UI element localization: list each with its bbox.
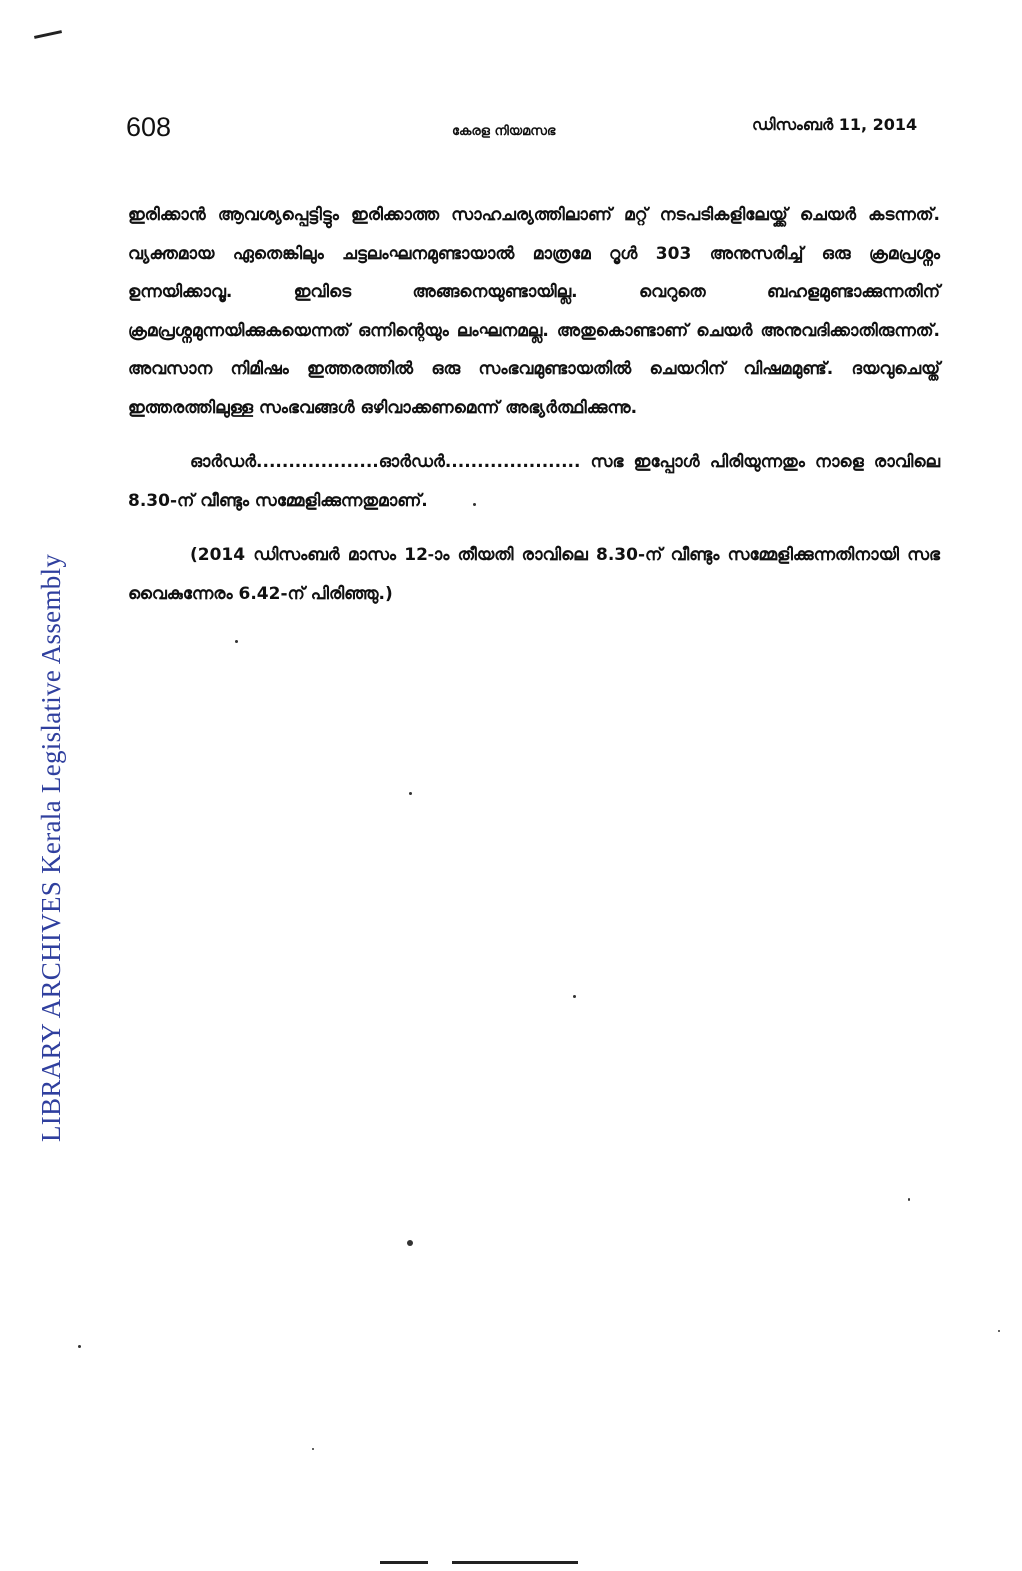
- running-header-title: കേരള നിയമസഭ: [452, 124, 556, 139]
- scan-speck: [407, 1240, 413, 1246]
- scan-speck: [573, 995, 576, 998]
- body-text: [128, 196, 940, 613]
- scan-speck: [908, 1198, 910, 1201]
- scan-speck: [473, 503, 476, 506]
- scan-edge-line: [452, 1561, 578, 1564]
- scan-edge-line: [380, 1561, 428, 1564]
- scan-speck: [312, 1448, 314, 1450]
- paragraph-speaker-ruling: ഇരിക്കാൻ ആവശ്യപ്പെട്ടിട്ടും ഇരിക്കാത്ത സാഹചര്യത്തിലാണ് മറ്റ് നടപടികളിലേയ്ക്ക് ചെയർ കടന്നത്. വ്യക്തമായ ഏതെങ്കിലും ചട്ടലംഘനമുണ്ടായാൽ മാത്രമേ റൂൾ 303 അനുസരിച്ച് ഒരു ക്രമപ്രശ്നം ഉന്നയിക്കാവൂ. ഇവിടെ അങ്ങനെയുണ്ടായില്ല. വെറുതെ ബഹളമുണ്ടാക്കുന്നതിന് ക്രമപ്രശ്നമുന്നയിക്കുകയെന്നത് ഒന്നിന്റെയും ലംഘനമല്ല. അതുകൊണ്ടാണ് ചെയർ അനുവദിക്കാതിരുന്നത്. അവസാന നിമിഷം ഇത്തരത്തിൽ ഒരു സംഭവമുണ്ടായതിൽ ചെയറിന് വിഷമമുണ്ട്. ദയവുചെയ്ത് ഇത്തരത്തിലുള്ള സംഭവങ്ങൾ ഒഴിവാക്കണമെന്ന് അഭ്യർത്ഥിക്കുന്നു.: [128, 205, 940, 418]
- archive-watermark: LIBRARY ARCHIVES Kerala Legislative Assembly: [36, 553, 66, 1142]
- paragraph-adjournment-note: (2014 ഡിസംബർ മാസം 12-ാം തീയതി രാവിലെ 8.30-ന് വീണ്ടും സമ്മേളിക്കുന്നതിനായി സഭ വൈകുന്നേരം 6.42-ന് പിരിഞ്ഞു.): [128, 545, 940, 604]
- paragraph-adjournment-announcement: ഓർഡർ...................ഓർഡർ..................... സഭ ഇപ്പോൾ പിരിയുന്നതും നാളെ രാവിലെ 8.30-ന് വീണ്ടും സമ്മേളിക്കുന്നതുമാണ്.: [128, 452, 940, 511]
- scan-speck: [235, 640, 238, 643]
- scan-mark: [34, 30, 62, 39]
- page-number: 608: [126, 112, 172, 142]
- scan-speck: [998, 1330, 1000, 1332]
- scan-speck: [78, 1345, 81, 1348]
- running-header-date: ഡിസംബർ 11, 2014: [752, 115, 918, 134]
- scan-speck: [409, 792, 412, 795]
